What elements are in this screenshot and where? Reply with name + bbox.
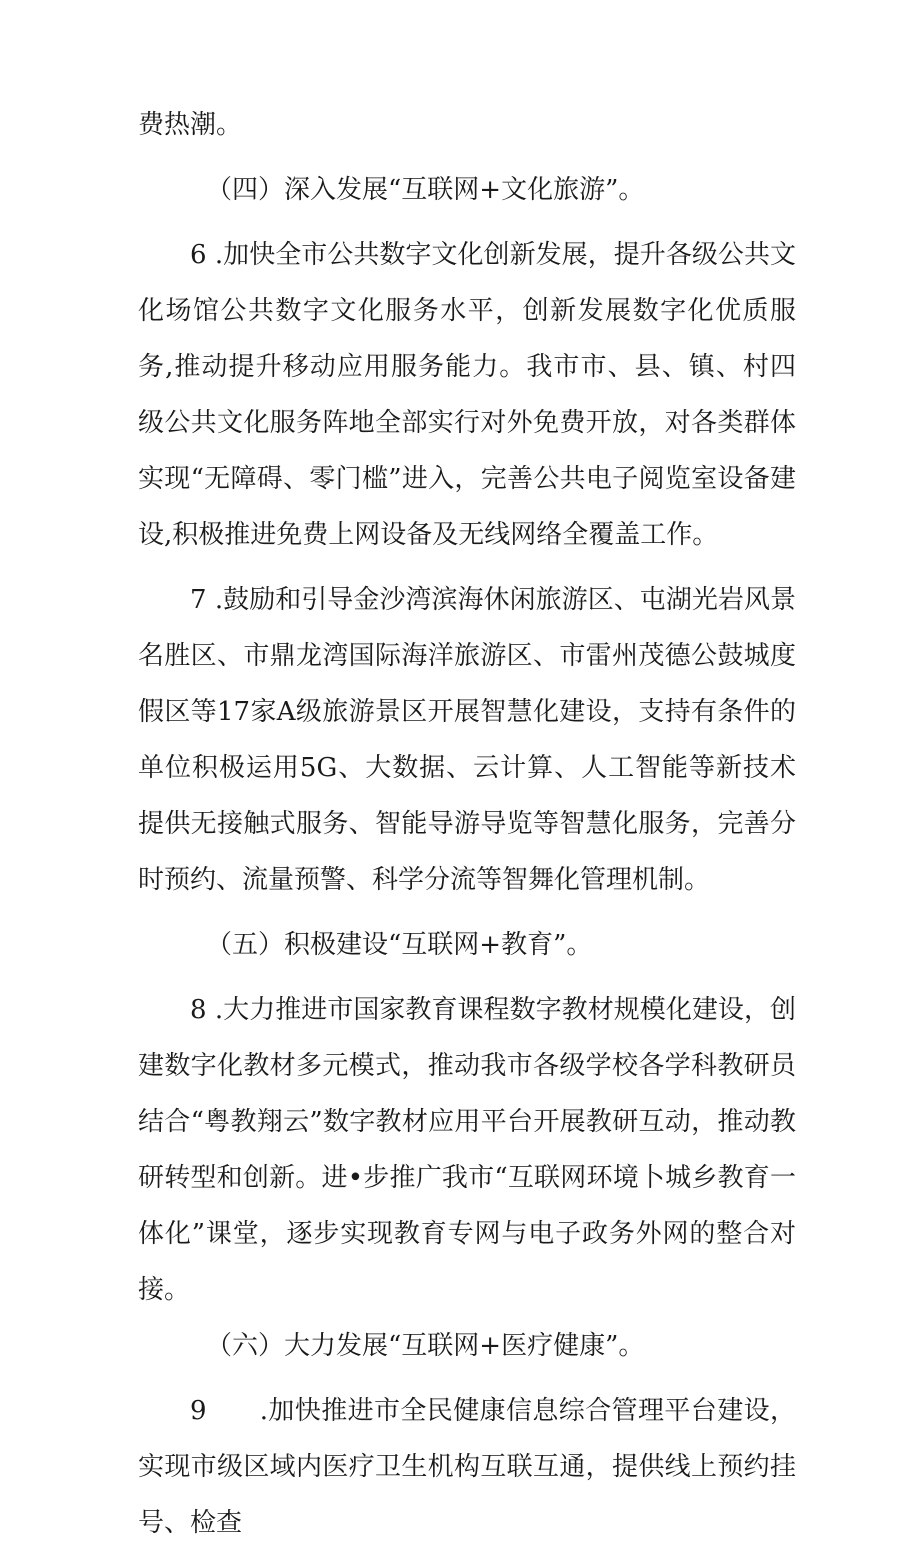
paragraph-item-9: 9 .加快推进市全民健康信息综合管理平台建设，实现市级区域内医疗卫生机构互联互通，提供线上预约挂号、检查 [138, 1396, 796, 1538]
paragraph-item-7: 7 .鼓励和引导金沙湾滨海休闲旅游区、屯湖光岩风景名胜区、市鼎龙湾国际海洋旅游区、市雷州茂德公鼓城度假区等17家A级旅游景区开展智慧化建设，支持有条件的单位积极运用5G、大数据、云计算、人工智能等新技术提供无接触式服务、智能导游导览等智慧化服务，完善分时预约、流量预警、科学分流等智舞化管理机制。 [138, 585, 796, 895]
paragraph-item-8: 8 .大力推进市国家教育课程数字教材规模化建设，创建数字化教材多元模式，推动我市各级学校各学科教研员结合“粤教翔云”数字教材应用平台开展教研互动，推动教研转型和创新。进•步推广我市“互联网环境卜城乡教育一体化”课堂，逐步实现教育专网与电子政务外网的整合对接。 [138, 995, 796, 1305]
paragraph-continuation: 费热潮。 [138, 110, 243, 140]
section-heading-6: （六）大力发展“互联网+医疗健康”。 [206, 1331, 645, 1361]
section-heading-5: （五）积极建设“互联网+教育”。 [206, 930, 593, 960]
paragraph-item-6: 6 .加快全市公共数字文化创新发展，提升各级公共文化场馆公共数字文化服务水平，创新发展数字化优质服务,推动提升移动应用服务能力。我市市、县、镇、村四级公共文化服务阵地全部实行对外免费开放，对各类群体实现“无障碍、零门槛”进入，完善公共电子阅览室设备建设,积极推进免费上网设备及无线网络全覆盖工作。 [138, 240, 796, 550]
section-heading-4: （四）深入发展“互联网+文化旅游”。 [206, 175, 645, 205]
